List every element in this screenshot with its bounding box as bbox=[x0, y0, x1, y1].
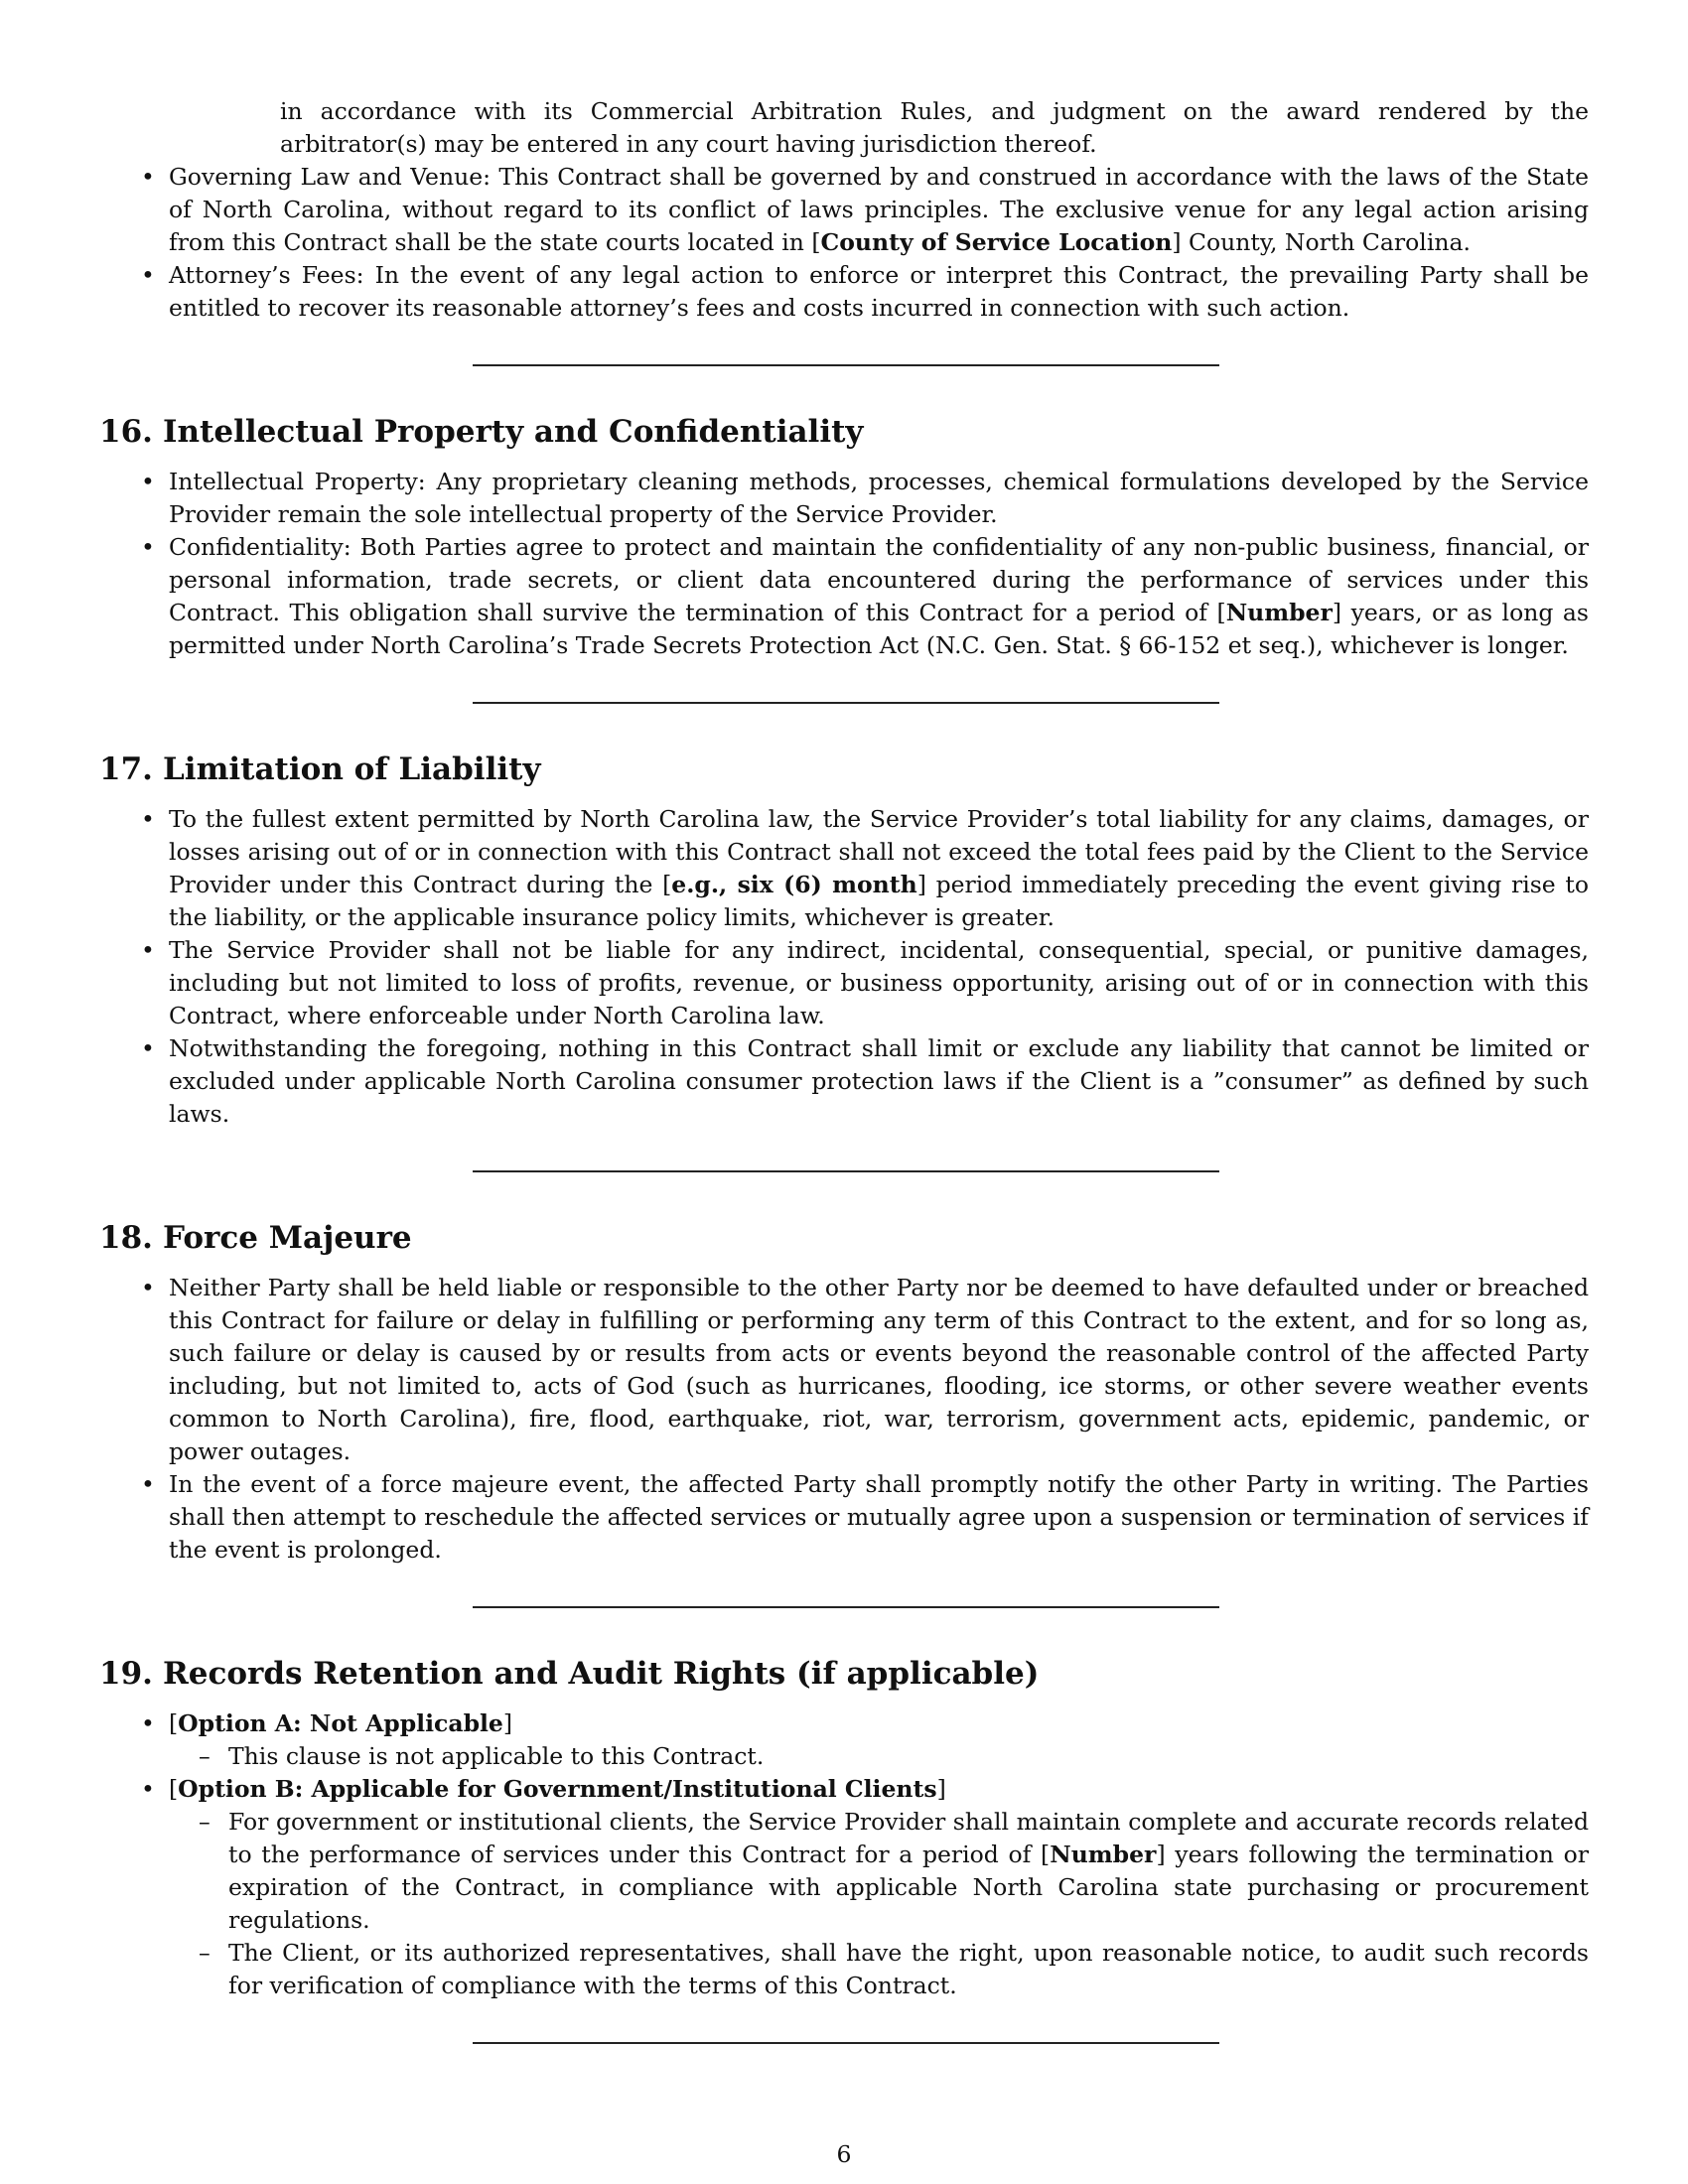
section-heading bbox=[99, 412, 1589, 452]
list-item-text: Governing Law and Venue: This Contract shall be governed by and construed in accordance with the laws of the State of North Carolina, without regard to its conflict of laws principles. The exclusive venue for any legal action arising from this Contract shall be the state courts located in [ bbox=[169, 163, 1589, 256]
page-number: 6 bbox=[836, 2140, 852, 2168]
section-heading bbox=[99, 1654, 1589, 1694]
sub-list-item bbox=[169, 1937, 1589, 2002]
option-label: Option A: Not Applicable bbox=[178, 1709, 503, 1737]
list-item bbox=[99, 1032, 1589, 1131]
placeholder-field: e.g., six (6) month bbox=[671, 871, 917, 898]
list-item-text: Confidentiality: Both Parties agree to protect and maintain the confidentiality of any non-public business, financial, or personal information, trade secrets, or client data encountered during the performance of services under this Contract. This obligation shall survive the termination of this Contract for a period of [ bbox=[169, 533, 1589, 626]
section-heading bbox=[99, 1218, 1589, 1258]
section-number: 17. bbox=[99, 751, 153, 787]
sub-list-item bbox=[169, 1806, 1589, 1937]
list-item bbox=[99, 1468, 1589, 1567]
section-title: Force Majeure bbox=[163, 1220, 412, 1256]
sub-list-item-text: The Client, or its authorized representatives, shall have the right, upon reasonable notice, to audit such records for verification of compliance with the terms of this Contract. bbox=[228, 1939, 1589, 1999]
section-divider bbox=[473, 364, 1219, 366]
list-item-text: Notwithstanding the foregoing, nothing in this Contract shall limit or exclude any liability that cannot be limited or excluded under applicable North Carolina consumer protection laws if the Client is a ”consumer” as defined by such laws. bbox=[169, 1034, 1589, 1128]
section-divider bbox=[473, 1170, 1219, 1172]
list-item-text: Intellectual Property: Any proprietary cleaning methods, processes, chemical formulations developed by the Service Provider remain the sole intellectual property of the Service Provider. bbox=[169, 468, 1589, 528]
list-item bbox=[99, 259, 1589, 325]
document-page bbox=[99, 95, 1589, 2044]
section-number: 19. bbox=[99, 1656, 153, 1692]
option-label: Option B: Applicable for Government/Institutional Clients bbox=[178, 1775, 937, 1803]
option-item: • [Option A: Not Applicable] – This clause is not applicable to this Contract. bbox=[99, 1707, 1589, 1773]
section-number: 18. bbox=[99, 1220, 153, 1256]
section-number: 16. bbox=[99, 414, 153, 450]
intro-bullet-list bbox=[99, 161, 1589, 325]
sub-list-item-text: This clause is not applicable to this Contract. bbox=[228, 1742, 765, 1770]
list-item-text: In the event of a force majeure event, the affected Party shall promptly notify the other Party in writing. The Parties shall then attempt to reschedule the affected services or mutually agree upon a suspension or termination of services if the event is prolonged. bbox=[169, 1470, 1589, 1564]
section-bullet-list bbox=[99, 1272, 1589, 1567]
list-item-text: Neither Party shall be held liable or responsible to the other Party nor be deemed to have defaulted under or breached this Contract for failure or delay in fulfilling or performing any term of this Contract to the extent, and for so long as, such failure or delay is caused by or results from acts or events beyond the reasonable control of the affected Party including, but not limited to, acts of God (such as hurricanes, flooding, ice storms, or other severe weather events common to North Carolina), fire, flood, earthquake, riot, war, terrorism, government acts, epidemic, pandemic, or power outages. bbox=[169, 1274, 1589, 1465]
section-divider bbox=[473, 702, 1219, 704]
list-item bbox=[99, 1272, 1589, 1468]
list-item bbox=[99, 531, 1589, 662]
option-sub-list bbox=[169, 1806, 1589, 2002]
list-item bbox=[99, 934, 1589, 1032]
section-bullet-list bbox=[99, 466, 1589, 662]
list-item bbox=[99, 466, 1589, 531]
list-item-text: ] years, or as long as permitted under North Carolina’s Trade Secrets Protection Act (N.C. Gen. Stat. § 66-152 et seq.), whichever is longer. bbox=[169, 599, 1589, 659]
section-title: Limitation of Liability bbox=[163, 751, 541, 787]
list-item-text: The Service Provider shall not be liable for any indirect, incidental, consequential, special, or punitive damages, including but not limited to loss of profits, revenue, or business opportunity, arising out of or in connection with this Contract, where enforceable under North Carolina law. bbox=[169, 936, 1589, 1029]
list-item-text: ] County, North Carolina. bbox=[1172, 228, 1471, 256]
list-item bbox=[99, 161, 1589, 259]
sub-list-item-text: ] years following the termination or expiration of the Contract, in compliance with applicable North Carolina state purchasing or procurement regulations. bbox=[228, 1841, 1590, 1934]
section-title: Intellectual Property and Confidentiality bbox=[163, 414, 864, 450]
section-bullet-list bbox=[99, 803, 1589, 1131]
placeholder-field: Number bbox=[1050, 1841, 1157, 1868]
list-item-text: Attorney’s Fees: In the event of any legal action to enforce or interpret this Contract, the prevailing Party shall be entitled to recover its reasonable attorney’s fees and costs incurred in connection with such action. bbox=[169, 261, 1589, 322]
option-item: • [Option B: Applicable for Government/Institutional Clients] – For government or institutional clients, the Service Provider shall maintain complete and accurate records related to the performance of services under this Contract for a period of [Number] years following the termination or expiration of the Contract, in compliance with applicable North Carolina state purchasing or procurement regulations. – The Client, or its authorized representatives, shall have the right, upon reasonable notice, to audit such records for verification of compliance with the terms of this Contract. bbox=[99, 1773, 1589, 2002]
sub-list-item-text: For government or institutional clients, the Service Provider shall maintain complete and accurate records related to the performance of services under this Contract for a period of [ bbox=[228, 1808, 1589, 1868]
option-list bbox=[99, 1707, 1589, 2002]
section-divider bbox=[473, 1606, 1219, 1608]
list-item-text: To the fullest extent permitted by North Carolina law, the Service Provider’s total liability for any claims, damages, or losses arising out of or in connection with this Contract shall not exceed the total fees paid by the Client to the Service Provider under this Contract during the [ bbox=[169, 805, 1589, 898]
continuation-paragraph: in accordance with its Commercial Arbitration Rules, and judgment on the award rendered by the arbitrator(s) may be entered in any court having jurisdiction thereof. bbox=[280, 97, 1589, 158]
section-title: Records Retention and Audit Rights (if applicable) bbox=[163, 1656, 1040, 1692]
list-item-text: ] period immediately preceding the event giving rise to the liability, or the applicable insurance policy limits, whichever is greater. bbox=[169, 871, 1589, 931]
option-sub-list bbox=[169, 1740, 1589, 1773]
placeholder-field: Number bbox=[1225, 599, 1333, 626]
sub-list-item bbox=[169, 1740, 1589, 1773]
section-divider bbox=[473, 2042, 1219, 2044]
section-heading bbox=[99, 750, 1589, 789]
list-item bbox=[99, 803, 1589, 934]
placeholder-field: County of Service Location bbox=[820, 228, 1173, 256]
